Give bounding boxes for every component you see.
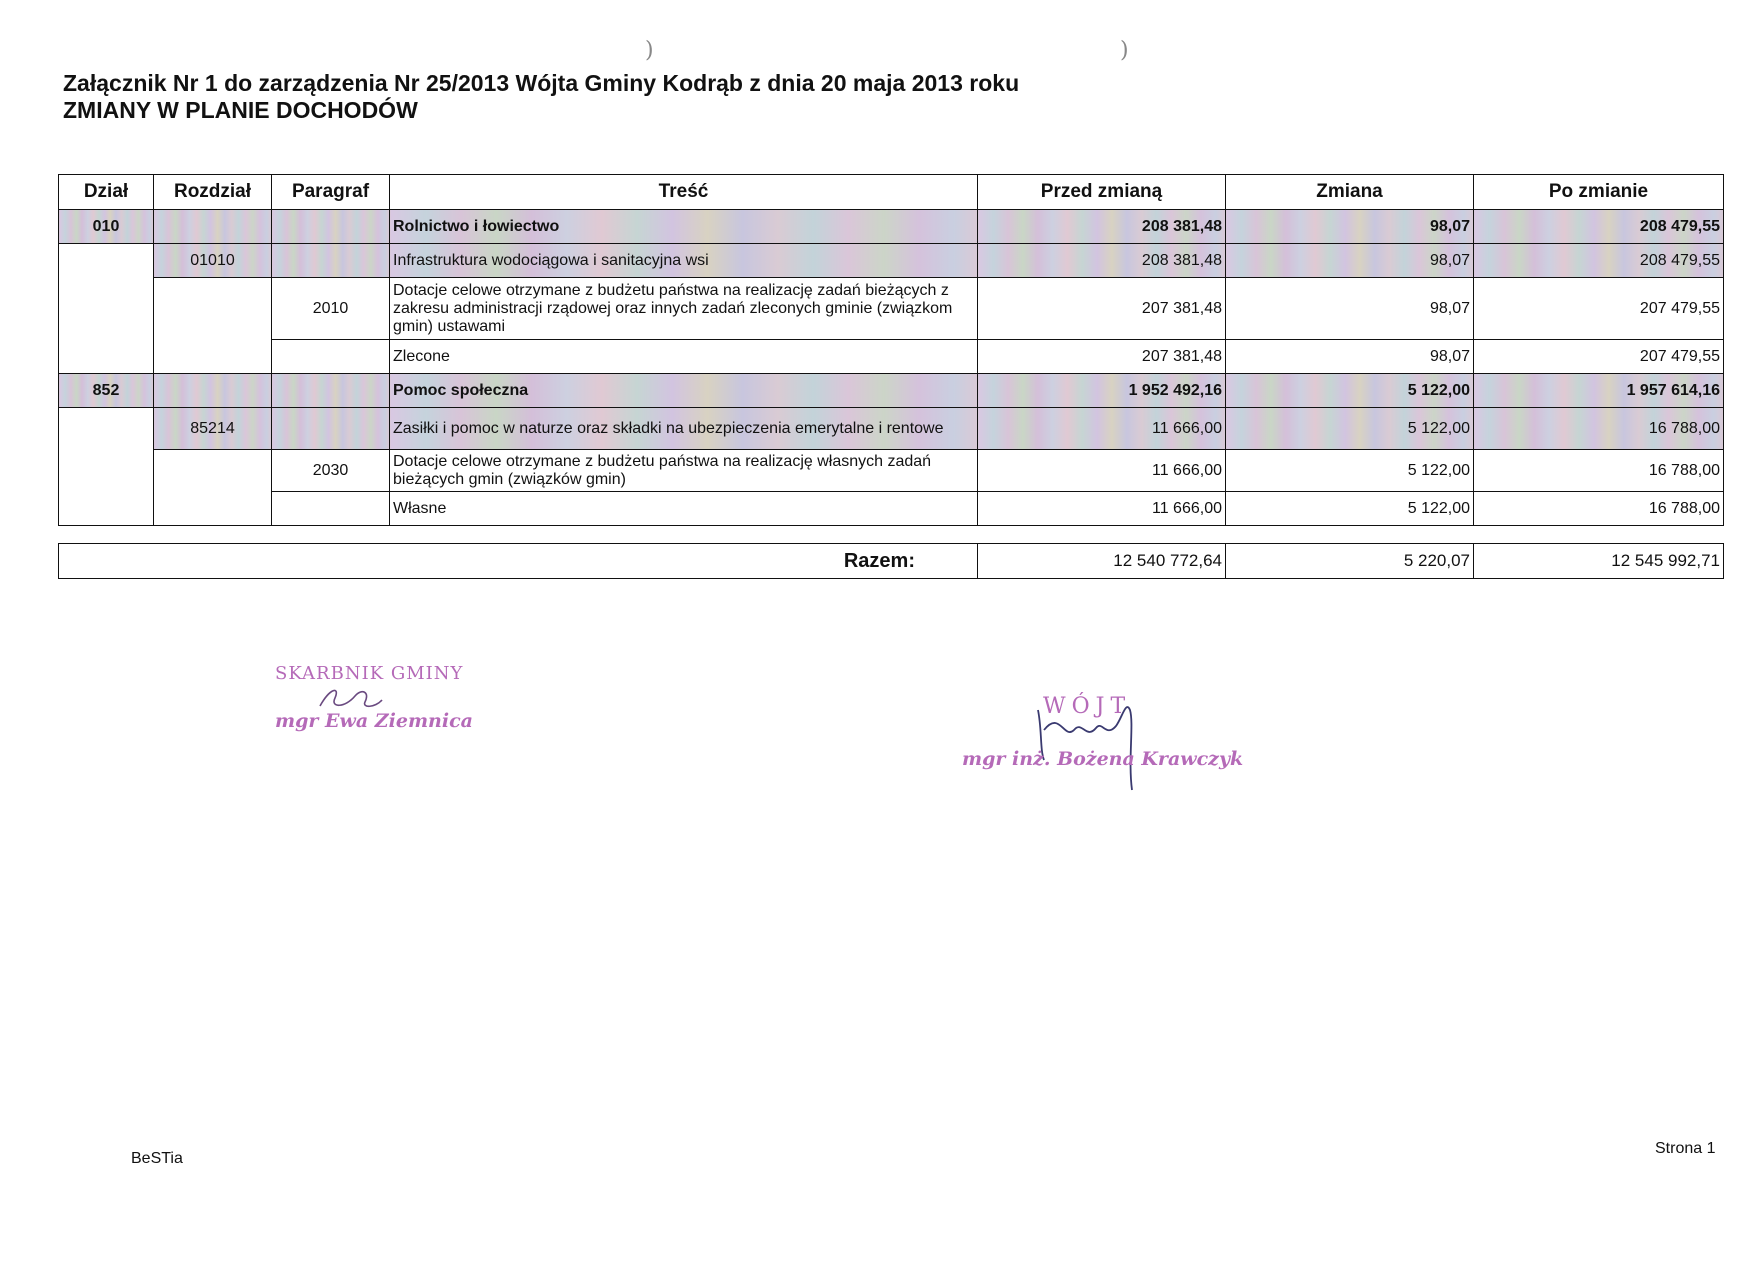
cell-dzial-empty (59, 244, 154, 374)
scan-mark-icon: ) (1120, 38, 1129, 63)
wojt-stamp-title: WÓJT (1043, 694, 1132, 719)
cell-paragraf: 2010 (272, 278, 390, 340)
total-po: 12 545 992,71 (1474, 544, 1724, 579)
total-label: Razem: (59, 544, 978, 579)
table-row (59, 408, 1724, 450)
cell-zmiana: 98,07 (1226, 340, 1474, 374)
cell-przed: 208 381,48 (978, 244, 1226, 278)
wojt-stamp-name: mgr inż. Bożena Krawczyk (962, 748, 1244, 770)
cell-paragraf (272, 374, 390, 408)
cell-zmiana: 98,07 (1226, 244, 1474, 278)
cell-tresc: Zasiłki i pomoc w naturze oraz składki na ubezpieczenia emerytalne i rentowe (390, 408, 978, 450)
cell-po: 16 788,00 (1474, 450, 1724, 492)
cell-zmiana: 5 122,00 (1226, 492, 1474, 526)
cell-tresc: Dotacje celowe otrzymane z budżetu państwa na realizację własnych zadań bieżących gmin (związków gmin) (390, 450, 978, 492)
page-number: Strona 1 (1655, 1140, 1716, 1157)
col-header-po: Po zmianie (1474, 175, 1724, 210)
wojt-signature-icon (1030, 690, 1170, 800)
cell-paragraf (272, 340, 390, 374)
skarbnik-stamp-name: mgr Ewa Ziemnica (275, 710, 473, 732)
col-header-dzial: Dział (59, 175, 154, 210)
cell-dzial: 852 (59, 374, 154, 408)
col-header-rozdzial: Rozdział (154, 175, 272, 210)
total-table (58, 543, 1724, 579)
cell-po: 16 788,00 (1474, 408, 1724, 450)
table-row (59, 374, 1724, 408)
cell-po: 207 479,55 (1474, 340, 1724, 374)
cell-po: 208 479,55 (1474, 210, 1724, 244)
total-przed: 12 540 772,64 (978, 544, 1226, 579)
title-line-2: ZMIANY W PLANIE DOCHODÓW (63, 97, 418, 123)
cell-paragraf: 2030 (272, 450, 390, 492)
cell-rozdzial: 01010 (154, 244, 272, 278)
cell-paragraf (272, 408, 390, 450)
cell-tresc: Własne (390, 492, 978, 526)
cell-zmiana: 98,07 (1226, 210, 1474, 244)
cell-po: 1 957 614,16 (1474, 374, 1724, 408)
cell-po: 208 479,55 (1474, 244, 1724, 278)
cell-przed: 11 666,00 (978, 408, 1226, 450)
revenue-changes-table (58, 174, 1724, 526)
table-row (59, 210, 1724, 244)
cell-rozdzial: 85214 (154, 408, 272, 450)
cell-zmiana: 5 122,00 (1226, 450, 1474, 492)
cell-rozdzial (154, 374, 272, 408)
cell-tresc: Dotacje celowe otrzymane z budżetu państwa na realizację zadań bieżących z zakresu administracji rządowej oraz innych zadań zleconych gminie (związkom gmin) ustawami (390, 278, 978, 340)
cell-przed: 1 952 492,16 (978, 374, 1226, 408)
cell-paragraf (272, 492, 390, 526)
cell-zmiana: 5 122,00 (1226, 374, 1474, 408)
cell-tresc: Infrastruktura wodociągowa i sanitacyjna wsi (390, 244, 978, 278)
table-row (59, 450, 1724, 492)
col-header-zmiana: Zmiana (1226, 175, 1474, 210)
cell-tresc: Pomoc społeczna (390, 374, 978, 408)
cell-przed: 207 381,48 (978, 278, 1226, 340)
cell-rozdzial-empty (154, 278, 272, 374)
table-row (59, 492, 1724, 526)
cell-przed: 207 381,48 (978, 340, 1226, 374)
cell-zmiana: 98,07 (1226, 278, 1474, 340)
title-line-1: Załącznik Nr 1 do zarządzenia Nr 25/2013 Wójta Gminy Kodrąb z dnia 20 maja 2013 roku (63, 70, 1020, 96)
cell-dzial-empty (59, 408, 154, 526)
document-title (63, 70, 1019, 124)
table-row (59, 340, 1724, 374)
table-row (59, 278, 1724, 340)
cell-paragraf (272, 244, 390, 278)
footer-software-name: BeSTia (131, 1150, 183, 1167)
skarbnik-stamp-title: SKARBNIK GMINY (275, 663, 464, 684)
cell-tresc: Rolnictwo i łowiectwo (390, 210, 978, 244)
cell-tresc: Zlecone (390, 340, 978, 374)
total-zmiana: 5 220,07 (1226, 544, 1474, 579)
cell-paragraf (272, 210, 390, 244)
cell-rozdzial (154, 210, 272, 244)
table-header-row (59, 175, 1724, 210)
cell-przed: 11 666,00 (978, 450, 1226, 492)
table-row (59, 244, 1724, 278)
cell-rozdzial-empty (154, 450, 272, 526)
cell-po: 207 479,55 (1474, 278, 1724, 340)
scan-mark-icon: ) (645, 38, 654, 63)
cell-po: 16 788,00 (1474, 492, 1724, 526)
col-header-tresc: Treść (390, 175, 978, 210)
col-header-paragraf: Paragraf (272, 175, 390, 210)
cell-przed: 208 381,48 (978, 210, 1226, 244)
total-row (59, 544, 1724, 579)
cell-zmiana: 5 122,00 (1226, 408, 1474, 450)
cell-przed: 11 666,00 (978, 492, 1226, 526)
cell-dzial: 010 (59, 210, 154, 244)
col-header-przed: Przed zmianą (978, 175, 1226, 210)
